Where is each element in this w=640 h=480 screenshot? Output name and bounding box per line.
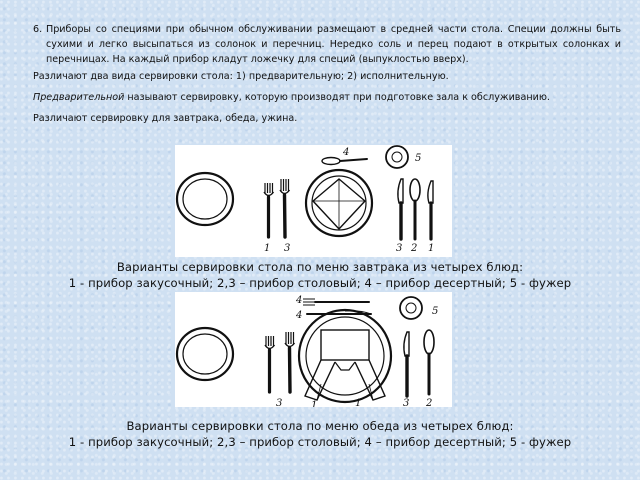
preliminary-term: Предварительной bbox=[33, 92, 125, 103]
dinner-caption-title: Варианты сервировки стола по меню обеда из четырех блюд: bbox=[126, 419, 514, 433]
dessert-spoon-icon bbox=[322, 158, 367, 165]
paragraph-meals: Различают сервировку для завтрака, обеда, ужина. bbox=[33, 113, 298, 124]
label-4-a: 4 bbox=[296, 295, 303, 306]
label-4-b: 4 bbox=[296, 310, 303, 321]
snack-fork-icon bbox=[264, 183, 274, 237]
text-block bbox=[33, 22, 621, 126]
snack-fork-icon bbox=[265, 336, 275, 392]
dinner-plate-with-napkin-icon bbox=[306, 170, 372, 236]
bread-plate-icon bbox=[177, 173, 233, 225]
breakfast-caption-legend: 1 - прибор закусочный; 2,3 – прибор столовый; 4 – прибор десертный; 5 - фужер bbox=[68, 276, 572, 290]
wine-glass-icon bbox=[400, 297, 422, 319]
label-3-left: 3 bbox=[276, 398, 283, 407]
dessert-fork-icon bbox=[303, 299, 369, 305]
table-fork-icon bbox=[280, 179, 290, 237]
paragraph-preliminary bbox=[33, 90, 621, 105]
dinner-setting-figure bbox=[175, 292, 452, 407]
item-6-text: Приборы со специями при обычном обслуживании размещают в средней части стола. Специи должны быть сухими и легко высыпаться из солонок и перечниц. Нередко соль и перец подают в открытых солонках и перечницах. На каждый прибор кладут ложечку для специй (выпуклостью вверх). bbox=[46, 24, 621, 65]
breakfast-caption-title: Варианты сервировки стола по меню завтрака из четырех блюд: bbox=[116, 260, 524, 274]
breakfast-setting-figure bbox=[175, 145, 452, 257]
snack-knife-icon bbox=[428, 181, 433, 239]
paragraph-serving-types: Различают два вида сервировки стола: 1) предварительную; 2) исполнительную. bbox=[33, 71, 449, 82]
label-5: 5 bbox=[432, 306, 439, 317]
label-4: 4 bbox=[343, 147, 350, 158]
label-3-left: 3 bbox=[284, 243, 291, 254]
label-2-right: 2 bbox=[411, 243, 418, 254]
table-knife-icon bbox=[404, 332, 409, 396]
item-number: 6. bbox=[33, 24, 43, 35]
table-spoon-icon bbox=[410, 179, 420, 239]
label-5: 5 bbox=[415, 153, 422, 164]
paragraph-item-6 bbox=[33, 22, 621, 67]
table-spoon-icon bbox=[424, 330, 434, 394]
label-1-center: 1 bbox=[355, 398, 362, 407]
label-3-right: 3 bbox=[396, 243, 403, 254]
label-1-right: 1 bbox=[428, 243, 435, 254]
table-knife-icon bbox=[398, 179, 403, 239]
label-1-left: 1 bbox=[264, 243, 271, 254]
preliminary-definition: называют сервировку, которую производят при подготовке зала к обслуживанию. bbox=[124, 92, 550, 103]
label-1-left: 1 bbox=[311, 400, 318, 407]
label-3-right: 3 bbox=[403, 398, 410, 407]
dinner-plate-with-napkin-icon bbox=[299, 310, 391, 402]
table-fork-icon bbox=[285, 332, 295, 392]
dinner-caption-legend: 1 - прибор закусочный; 2,3 – прибор столовый; 4 – прибор десертный; 5 - фужер bbox=[68, 435, 572, 449]
bread-plate-icon bbox=[177, 328, 233, 380]
wine-glass-icon bbox=[386, 146, 408, 168]
label-2-right: 2 bbox=[426, 398, 433, 407]
